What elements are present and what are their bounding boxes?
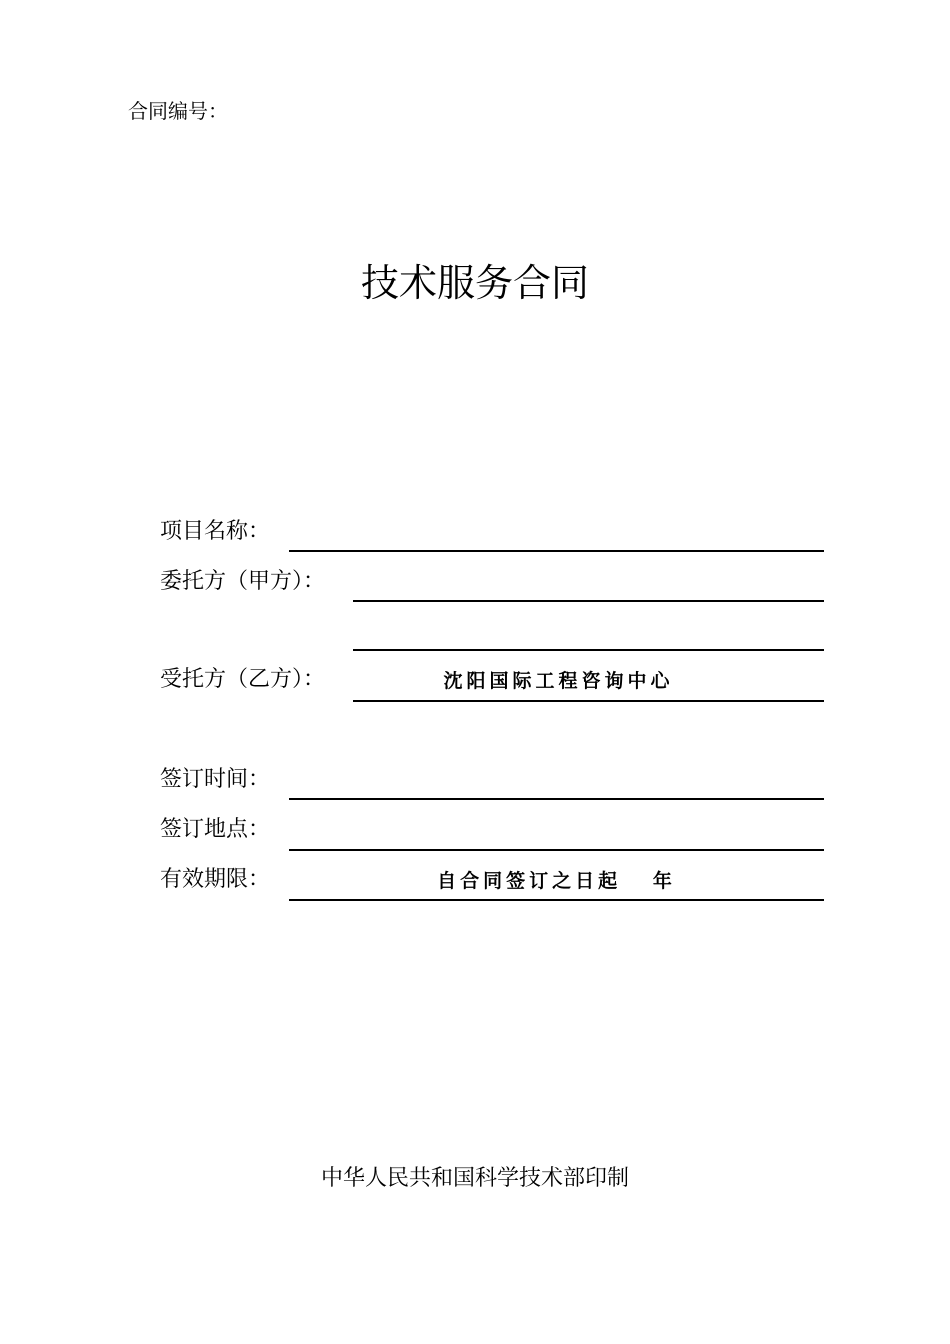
signing-date-line xyxy=(289,798,824,800)
signing-place-line xyxy=(289,849,824,851)
client-line xyxy=(353,600,824,602)
client-label: 委托方（甲方）： xyxy=(160,569,326,594)
issuer-footer: 中华人民共和国科学技术部印制 xyxy=(320,1166,629,1191)
contractor-label: 受托方（乙方）： xyxy=(160,667,326,692)
project-name-label: 项目名称： xyxy=(160,519,271,544)
contractor-line xyxy=(353,700,824,702)
validity-period-line xyxy=(289,899,824,901)
project-name-line xyxy=(289,550,824,552)
signing-place-label: 签订地点： xyxy=(160,817,271,842)
signing-date-label: 签订时间： xyxy=(160,767,271,792)
validity-period-label: 有效期限： xyxy=(160,867,271,892)
contractor-value: 沈阳国际工程咨询中心 xyxy=(443,670,674,692)
contract-number-label: 合同编号： xyxy=(128,99,228,123)
client-line-second xyxy=(353,649,824,651)
validity-period-value: 自合同签订之日起 年 xyxy=(437,870,676,892)
document-title: 技术服务合同 xyxy=(360,261,589,305)
